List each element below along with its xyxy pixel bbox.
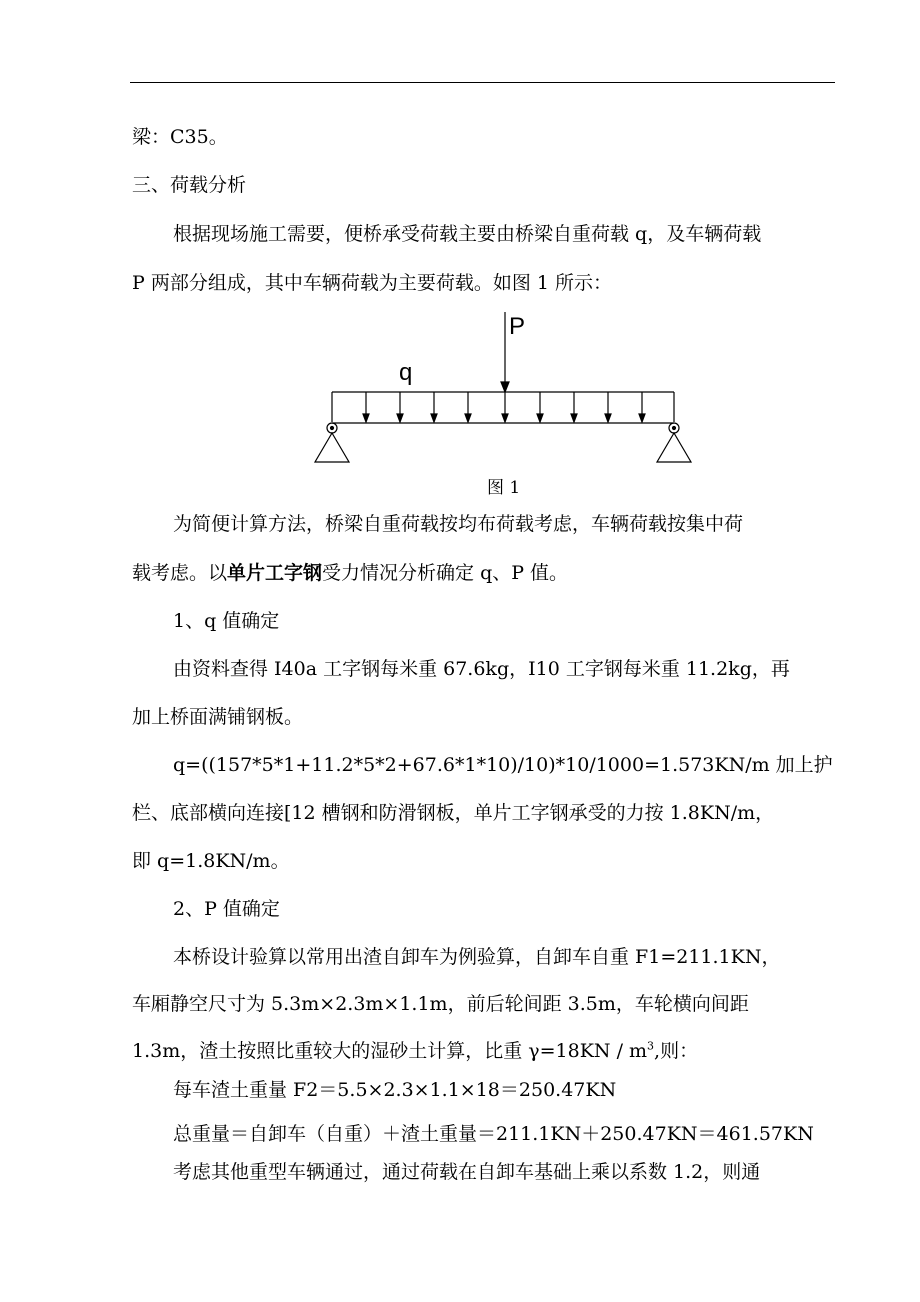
text-span: 受力情况分析确定 q、P 值。: [322, 562, 569, 584]
text-line: 根据现场施工需要，便桥承受荷载主要由桥梁自重荷载 q，及车辆荷载: [173, 223, 762, 245]
section-heading: 三、荷载分析: [132, 174, 247, 196]
text-span: ,则：: [654, 1040, 699, 1062]
text-line: [132, 1039, 698, 1063]
subsection-heading: 1、q 值确定: [173, 610, 280, 632]
right-pin-support: [657, 423, 691, 462]
subsection-heading: 2、P 值确定: [173, 898, 280, 920]
formula-line: q=((157*5*1+11.2*5*2+67.6*1*10)/10)*10/1000=1.573KN/m 加上护: [173, 754, 833, 776]
text-line: 即 q=1.8KN/m。: [132, 850, 290, 872]
text-line: 考虑其他重型车辆通过，通过荷载在自卸车基础上乘以系数 1.2，则通: [173, 1161, 761, 1183]
header-rule: [130, 82, 835, 83]
bold-term: 单片工字钢: [227, 562, 323, 584]
text-line: 车厢静空尺寸为 5.3m×2.3m×1.1m，前后轮间距 3.5m，车轮横向间距: [132, 993, 749, 1015]
text-line: P 两部分组成，其中车辆荷载为主要荷载。如图 1 所示：: [132, 272, 612, 294]
text-line: 总重量＝自卸车（自重）＋渣土重量＝211.1KN＋250.47KN＝461.57KN: [173, 1123, 814, 1145]
distributed-load-arrows: [332, 392, 674, 422]
text-line: [132, 561, 568, 585]
text-line: 为简便计算方法，桥梁自重荷载按均布荷载考虑，车辆荷载按集中荷: [173, 513, 744, 535]
text-line: 由资料查得 I40a 工字钢每米重 67.6kg，I10 工字钢每米重 11.2kg，再: [173, 658, 790, 680]
text-line: 加上桥面满铺钢板。: [132, 706, 304, 728]
text-line: 每车渣土重量 F2＝5.5×2.3×1.1×18＝250.47KN: [173, 1079, 617, 1101]
point-load-arrow-head: [501, 382, 509, 392]
superscript: 3: [647, 1039, 655, 1053]
beam-load-diagram: [300, 312, 710, 472]
label-q: q: [399, 359, 413, 386]
label-P: P: [509, 313, 526, 340]
text-span: 载考虑。以: [132, 562, 228, 584]
text-line: 本桥设计验算以常用出渣自卸车为例验算，自卸车自重 F1=211.1KN，: [173, 946, 781, 968]
text-line: 栏、底部横向连接[12 槽钢和防滑钢板，单片工字钢承受的力按 1.8KN/m，: [132, 802, 775, 824]
left-pin-support: [315, 423, 349, 462]
text-span: 1.3m，渣土按照比重较大的湿砂土计算，比重 γ=18KN / m: [132, 1040, 648, 1062]
text-line: 梁：C35。: [132, 126, 228, 148]
figure-caption: 图 1: [487, 478, 521, 498]
